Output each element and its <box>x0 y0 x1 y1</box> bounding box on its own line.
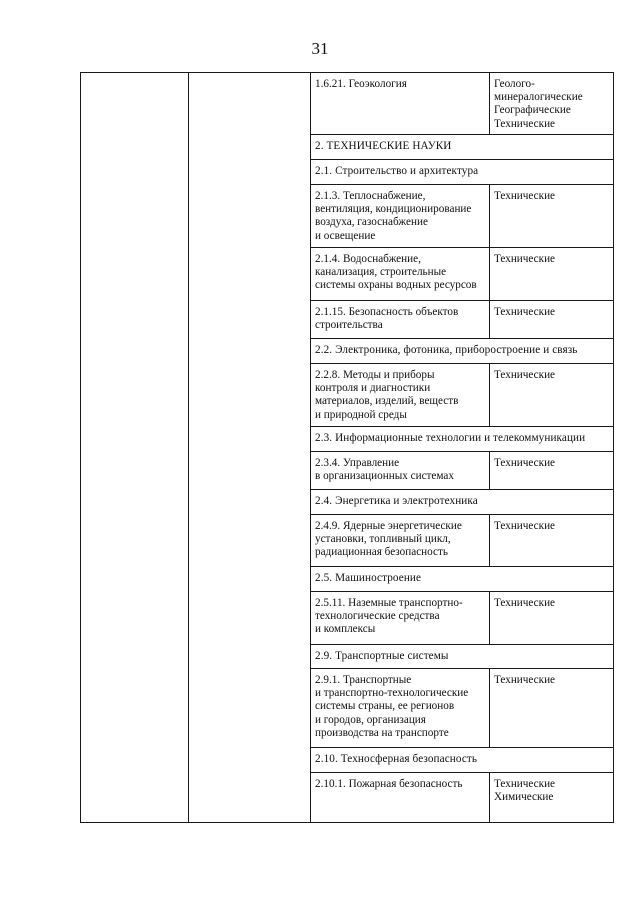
section-header-text: 2. ТЕХНИЧЕСКИЕ НАУКИ <box>315 140 452 152</box>
specialty-text: 2.4.9. Ядерные энергетические установки, топливный цикл, радиационная безопасность <box>315 520 462 559</box>
specialty-cell <box>311 515 490 567</box>
specialty-cell <box>311 452 490 490</box>
section-header-cell <box>311 567 614 592</box>
science-branches-text: Технические Химические <box>494 778 556 804</box>
section-header-cell <box>311 427 614 452</box>
science-branches-cell <box>490 185 614 248</box>
science-branches-text: Технические <box>494 457 556 469</box>
science-branches-text: Технические <box>494 306 556 318</box>
section-header-text: 2.9. Транспортные системы <box>315 650 449 662</box>
specialties-table <box>80 72 614 823</box>
specialty-cell <box>311 73 490 135</box>
specialty-text: 2.5.11. Наземные транспортно- технологические средства и комплексы <box>315 597 463 636</box>
specialty-text: 2.10.1. Пожарная безопасность <box>315 778 463 790</box>
section-header-text: 2.10. Техносферная безопасность <box>315 753 478 765</box>
specialty-text: 2.1.4. Водоснабжение, канализация, строительные системы охраны водных ресурсов <box>315 253 477 292</box>
specialty-text: 1.6.21. Геоэкология <box>315 78 407 90</box>
science-branches-text: Технические <box>494 190 556 202</box>
science-branches-cell <box>490 73 614 135</box>
section-header-text: 2.3. Информационные технологии и телекоммуникации <box>315 432 586 444</box>
specialty-cell <box>311 669 490 748</box>
science-branches-cell <box>490 592 614 645</box>
science-branches-text: Технические <box>494 369 556 381</box>
section-header-cell <box>311 490 614 515</box>
section-header-text: 2.5. Машиностроение <box>315 572 422 584</box>
science-branches-text: Технические <box>494 597 556 609</box>
section-header-cell <box>311 160 614 185</box>
science-branches-text: Технические <box>494 520 556 532</box>
specialty-text: 2.1.15. Безопасность объектов строительства <box>315 306 459 332</box>
specialty-cell <box>311 248 490 301</box>
science-branches-cell <box>490 248 614 301</box>
science-branches-cell <box>490 301 614 339</box>
science-branches-cell <box>490 773 614 823</box>
specialty-text: 2.2.8. Методы и приборы контроля и диагностики материалов, изделий, веществ и природной среды <box>315 369 459 421</box>
table-row <box>81 73 614 135</box>
science-branches-text: Технические <box>494 674 556 686</box>
science-branches-text: Геолого- минералогические Географические Технические <box>494 78 583 130</box>
empty-column-2 <box>189 73 311 823</box>
specialty-cell <box>311 773 490 823</box>
section-header-cell <box>311 645 614 669</box>
section-header-text: 2.1. Строительство и архитектура <box>315 165 479 177</box>
specialty-cell <box>311 301 490 339</box>
section-header-text: 2.2. Электроника, фотоника, приборостроение и связь <box>315 344 578 356</box>
specialty-cell <box>311 185 490 248</box>
science-branches-cell <box>490 452 614 490</box>
section-header-cell <box>311 135 614 160</box>
section-header-cell <box>311 748 614 773</box>
specialty-text: 2.1.3. Теплоснабжение, вентиляция, кондиционирование воздуха, газоснабжение и освещение <box>315 190 472 242</box>
specialty-cell <box>311 592 490 645</box>
science-branches-cell <box>490 364 614 427</box>
empty-column-1 <box>81 73 189 823</box>
science-branches-cell <box>490 669 614 748</box>
section-header-cell <box>311 339 614 364</box>
page-number: 31 <box>311 39 329 58</box>
science-branches-cell <box>490 515 614 567</box>
section-header-text: 2.4. Энергетика и электротехника <box>315 495 478 507</box>
science-branches-text: Технические <box>494 253 556 265</box>
specialty-text: 2.9.1. Транспортные и транспортно-технологические системы страны, ее регионов и городов, организация производства на транспорте <box>315 674 469 739</box>
specialty-cell <box>311 364 490 427</box>
specialty-text: 2.3.4. Управление в организационных системах <box>315 457 454 483</box>
